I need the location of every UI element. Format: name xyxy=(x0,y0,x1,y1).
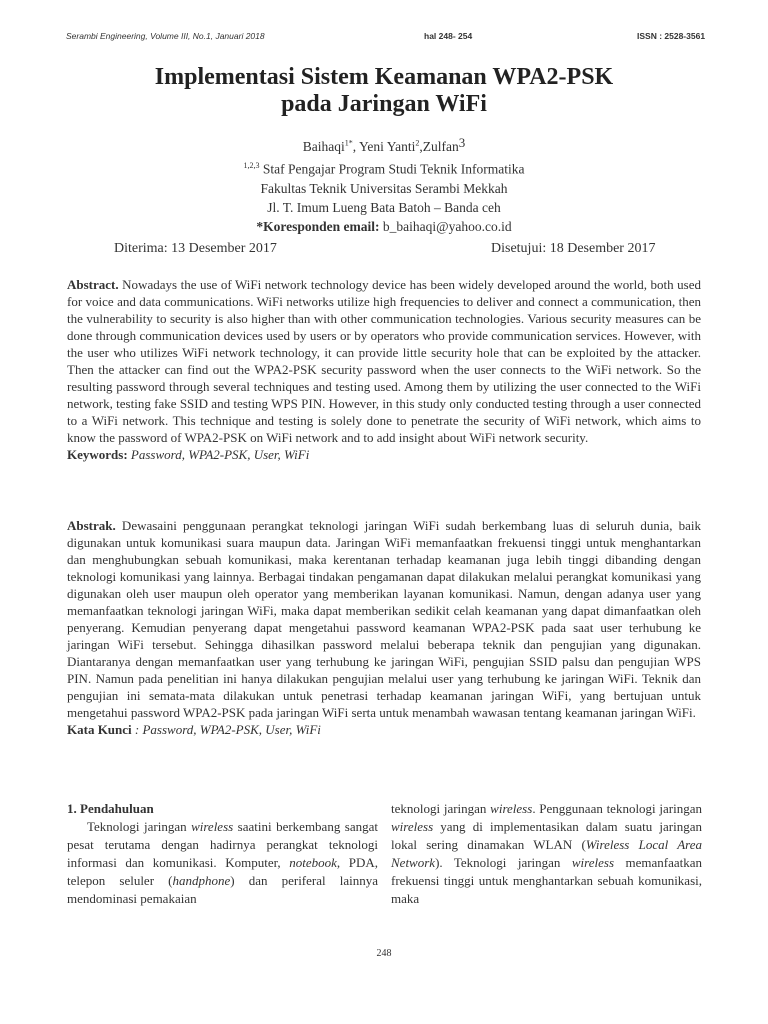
abstrak-label: Abstrak. xyxy=(67,518,116,533)
author-names: Baihaqi$^{1*}$, Yeni Yanti$^2$,Zulfan3 xyxy=(302,135,466,154)
title-line-1: Implementasi Sistem Keamanan WPA2-PSK xyxy=(154,64,614,90)
section-heading: 1. Pendahuluan xyxy=(67,801,154,816)
abstract-text: Nowadays the use of WiFi network technology device has been widely developed around the world, both used for voice and data communications. WiFi networks utilize high frequencies to deliver and connect a communication, then the vulnerability to security is also higher than with other communication technologies. Various security measures can be done through communication devices used by users or by operators who provide communication services. However, with the user who utilizes WiFi network technology, it can provide little security hole that can be exploited by the attacker. Then the attacker can find out the WPA2-PSK security password when the user connects to the WiFi network. So the resulting password through several techniques and testing used. Among them by utilizing the user connected to the WiFi network, testing fake SSID and testing WPS PIN. However, in this study only conducted testing through a user connected to a WiFi network. This technique and testing is solely done to penetrate the security of WiFi network, which aims to know the password of WPA2-PSK on WiFi network and to add insight about WiFi network security. xyxy=(67,277,701,445)
body-column-left xyxy=(67,800,378,908)
journal-header: Serambi Engineering, Volume III, No.1, Januari 2018 xyxy=(66,31,265,41)
abstract-indonesian xyxy=(67,517,701,738)
page-range: hal 248- 254 xyxy=(424,31,473,41)
keywords: Keywords: Password, WPA2-PSK, User, WiFi xyxy=(67,447,310,462)
issn: ISSN : 2528-3561 xyxy=(637,31,706,41)
paragraph-continued: teknologi jaringan wireless. Penggunaan teknologi jaringan wireless yang di implementasikan dalam suatu jaringan lokal sering dinamakan WLAN (Wireless Local Area Network). Teknologi jaringan wireless memanfaatkan frekuensi tinggi untuk menghantarkan sebuah komunikasi, maka xyxy=(391,801,702,906)
address: Jl. T. Imum Lueng Bata Batoh – Banda ceh xyxy=(267,199,501,215)
received-date: Diterima: 13 Desember 2017 xyxy=(114,241,277,256)
paper-title xyxy=(60,64,708,118)
abstract-english xyxy=(67,276,701,463)
page-number: 248 xyxy=(376,948,392,959)
faculty: Fakultas Teknik Universitas Serambi Mekkah xyxy=(260,180,508,196)
corresponding-email: *Koresponden email: b_baihaqi@yahoo.co.id xyxy=(256,218,512,234)
affiliation: $^{1,2,3}$ Staf Pengajar Program Studi Teknik Informatika xyxy=(243,161,525,177)
body-column-right xyxy=(391,800,702,908)
paragraph: Teknologi jaringan wireless saatini berkembang sangat pesat terutama dengan hadirnya perangkat teknologi informasi dan komunikasi. Komputer, notebook, PDA, telepon seluler (handphone) dan periferal lainnya mendominasi pemakaian xyxy=(67,819,378,906)
kata-kunci: Kata Kunci : Password, WPA2-PSK, User, WiFi xyxy=(67,722,321,737)
title-line-2: pada Jaringan WiFi xyxy=(281,91,487,117)
abstrak-text: Dewasaini penggunaan perangkat teknologi jaringan WiFi sudah berkembang luas di seluruh dunia, baik digunakan untuk komunikasi suara maupun data. Jaringan WiFi memanfaatkan frekuensi tinggi untuk menghantarkan dan menghubungkan sebuah komunikasi, maka kerentanan terhadap keamanan juga lebih tinggi dibanding dengan teknologi komunikasi yang lainnya. Berbagai tindakan pengamanan dapat dilakukan melalui perangkat komunikasi yang digunakan oleh user maupun oleh operator yang memberikan layanan komunikasi. Namun, dengan adanya user yang memanfaatkan teknologi jaringan WiFi, maka dapat memberikan sedikit celah keamanan yang dapat dimanfaatkan oleh penyerang. Kemudian penyerang dapat mengetahui password keamanan WPA2-PSK pada saat user terhubung ke jaringan WiFi tersebut. Sehingga dihasilkan password melalui beberapa teknik dan pengujian yang digunakan. Diantaranya dengan memanfaatkan user yang terhubung ke jaringan WiFi, pengujian SSID palsu dan pengujian WPS PIN. Namun pada penelitian ini hanya dilakukan pengujian melalui user yang terhubung ke jaringan WiFi. Teknik dan pengujian ini semata-mata dilakukan untuk penetrasi terhadap keamanan jaringan WiFi, yang bertujuan untuk mengetahui password WPA2-PSK pada jaringan WiFi serta untuk menambah wawasan tentang keamanan jaringan WiFi. xyxy=(67,518,701,720)
approved-date: Disetujui: 18 Desember 2017 xyxy=(491,241,656,256)
author-block xyxy=(60,133,708,236)
abstract-label: Abstract. xyxy=(67,277,119,292)
